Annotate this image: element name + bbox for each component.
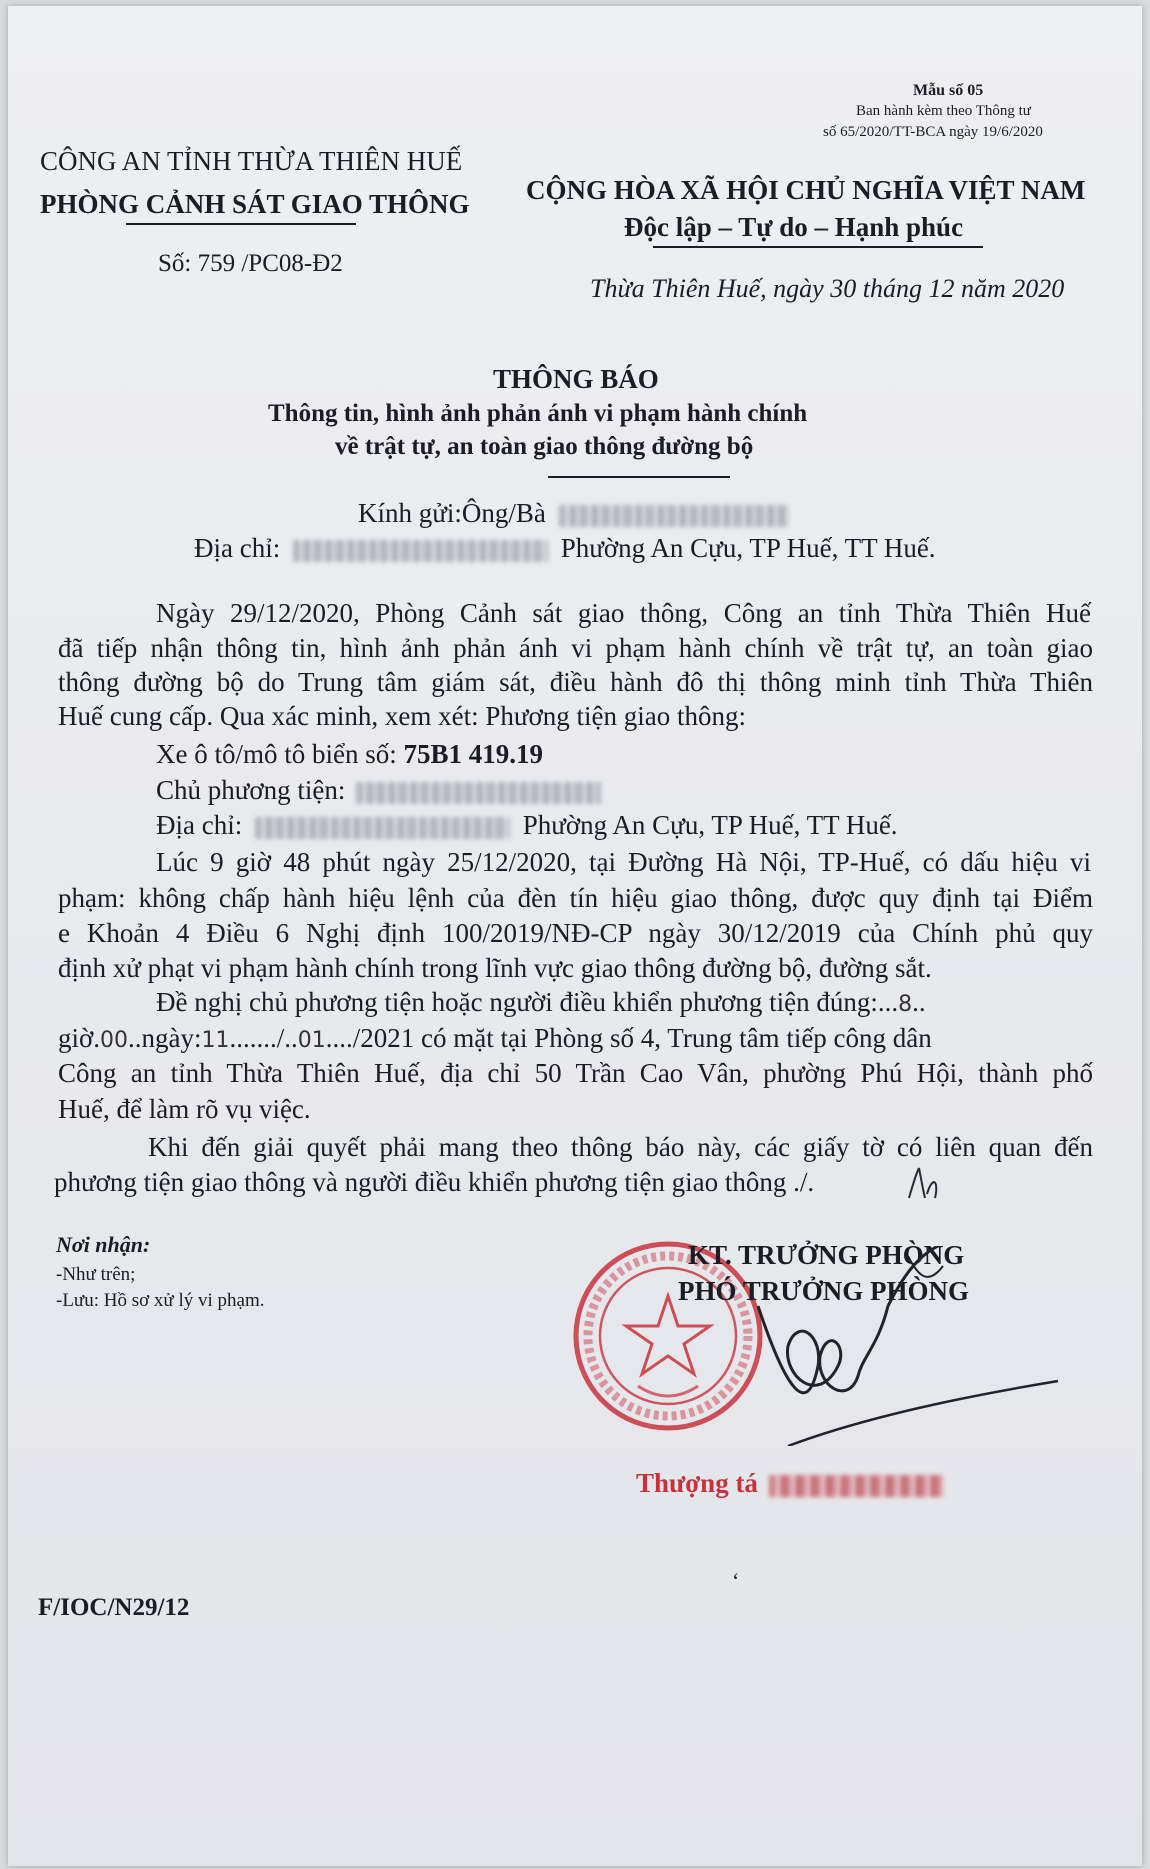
recipients-heading: Nơi nhận: bbox=[56, 1232, 151, 1257]
plate-line bbox=[156, 736, 543, 772]
motto-underline bbox=[653, 246, 983, 248]
footer-code: F/IOC/N29/12 bbox=[38, 1594, 190, 1621]
handwritten-minute: 00 bbox=[100, 1028, 129, 1053]
p2-line-4: định xử phạt vi phạm hành chính trong lĩnh vực giao thông đường bộ, đường sắt. bbox=[58, 953, 932, 983]
redacted-owner bbox=[356, 782, 601, 804]
signature-line-1: KT. TRƯỞNG PHÒNG bbox=[688, 1240, 965, 1270]
initials-scribble bbox=[903, 1164, 943, 1204]
title-underline bbox=[548, 476, 730, 478]
greeting-text: Kính gửi:Ông/Bà bbox=[358, 498, 546, 528]
place-date: Thừa Thiên Huế, ngày 30 tháng 12 năm 2020 bbox=[590, 274, 1065, 303]
p3-line-1-text: Đề nghị chủ phương tiện hoặc người điều khiển phương tiện đúng:... bbox=[156, 987, 899, 1017]
owner-line bbox=[156, 772, 601, 808]
p3-text-d: ..../2021 có mặt tại Phòng số 4, Trung tâm tiếp công dân bbox=[325, 1023, 932, 1053]
plate-value: 75B1 419.19 bbox=[403, 739, 543, 769]
signature-line-2: PHÓ TRƯỞNG PHÒNG bbox=[678, 1276, 970, 1306]
p2-line-2: phạm: không chấp hành hiệu lệnh của đèn tín hiệu giao thông, được quy định tại Điểm bbox=[58, 883, 1093, 913]
handwritten-signature-icon bbox=[728, 1246, 1068, 1446]
p1-line-3: thông đường bộ do Trung tâm giám sát, điều hành đô thị thông minh tỉnh Thừa Thiên bbox=[58, 667, 1093, 697]
p1-line-2: đã tiếp nhận thông tin, hình ảnh phản ánh vi phạm hành chính về trật tự, an toàn giao bbox=[58, 633, 1093, 663]
recipients-item-2: -Lưu: Hồ sơ xử lý vi phạm. bbox=[56, 1290, 265, 1311]
p2-line-1: Lúc 9 giờ 48 phút ngày 25/12/2020, tại Đường Hà Nội, TP-Huế, có dấu hiệu vi bbox=[156, 847, 1091, 877]
recipients-item-1: -Như trên; bbox=[56, 1264, 136, 1285]
signer-rank-text: Thượng tá bbox=[636, 1468, 758, 1498]
address-tail: Phường An Cựu, TP Huế, TT Huế. bbox=[560, 533, 936, 563]
p4-line-1: Khi đến giải quyết phải mang theo thông báo này, các giấy tờ có liên quan đến bbox=[148, 1132, 1093, 1162]
redacted-name bbox=[559, 505, 789, 527]
redacted-owner-address bbox=[255, 817, 510, 839]
nation-motto: Độc lập – Tự do – Hạnh phúc bbox=[624, 212, 964, 242]
form-circular: số 65/2020/TT-BCA ngày 19/6/2020 bbox=[823, 124, 1043, 140]
p3-line-4: Huế, để làm rõ vụ việc. bbox=[58, 1094, 311, 1124]
stray-mark: ʻ bbox=[732, 1568, 740, 1593]
owner-address-label: Địa chỉ: bbox=[156, 810, 243, 840]
p2-line-3: e Khoản 4 Điều 6 Nghị định 100/2019/NĐ-CP ngày 30/12/2019 của Chính phủ quy bbox=[58, 918, 1093, 948]
owner-label: Chủ phương tiện: bbox=[156, 775, 346, 805]
document-page bbox=[8, 6, 1142, 1866]
p3-text-c: ......./.. bbox=[229, 1023, 298, 1053]
signer-rank bbox=[636, 1468, 944, 1499]
p4-line-2-text: phương tiện giao thông và người điều khiển phương tiện giao thông ./. bbox=[54, 1167, 815, 1197]
form-code: Mẫu số 05 bbox=[913, 82, 984, 99]
owner-address-tail: Phường An Cựu, TP Huế, TT Huế. bbox=[522, 810, 898, 840]
recipient-address bbox=[194, 533, 936, 564]
agency-parent: CÔNG AN TỈNH THỪA THIÊN HUẾ bbox=[40, 146, 463, 176]
form-issued-by: Ban hành kèm theo Thông tư bbox=[856, 103, 1031, 119]
p3-line-1: Đề nghị chủ phương tiện hoặc người điều khiển phương tiện đúng:...8.. bbox=[156, 987, 926, 1017]
title-line2: về trật tự, an toàn giao thông đường bộ bbox=[335, 433, 754, 460]
agency-name: PHÒNG CẢNH SÁT GIAO THÔNG bbox=[40, 189, 470, 219]
handwritten-hour: 8 bbox=[898, 992, 913, 1017]
p4-line-2 bbox=[54, 1164, 814, 1200]
redacted-address bbox=[293, 540, 548, 562]
nation-name: CỘNG HÒA XÃ HỘI CHỦ NGHĨA VIỆT NAM bbox=[526, 175, 1086, 205]
p1-line-4: Huế cung cấp. Qua xác minh, xem xét: Phương tiện giao thông: bbox=[58, 701, 747, 731]
doc-number: Số: 759 /PC08-Đ2 bbox=[158, 250, 343, 277]
plate-label: Xe ô tô/mô tô biển số: bbox=[156, 739, 397, 769]
agency-underline bbox=[126, 223, 356, 225]
p3-text-a: giờ. bbox=[58, 1023, 101, 1053]
address-label: Địa chỉ: bbox=[194, 533, 281, 563]
p1-line-1: Ngày 29/12/2020, Phòng Cảnh sát giao thông, Công an tỉnh Thừa Thiên Huế bbox=[156, 598, 1091, 628]
redacted-signer-name bbox=[769, 1475, 944, 1497]
handwritten-day: 11 bbox=[201, 1028, 230, 1053]
title-main: THÔNG BÁO bbox=[493, 364, 659, 394]
p3-line-3: Công an tỉnh Thừa Thiên Huế, địa chỉ 50 Trần Cao Vân, phường Phú Hội, thành phố bbox=[58, 1058, 1093, 1088]
recipient-greeting bbox=[358, 498, 789, 529]
title-line1: Thông tin, hình ảnh phản ánh vi phạm hành chính bbox=[268, 400, 808, 427]
p3-text-b: ..ngày: bbox=[128, 1023, 202, 1053]
handwritten-month: 01 bbox=[297, 1028, 326, 1053]
owner-address-line bbox=[156, 807, 898, 843]
p3-line-2 bbox=[58, 1020, 932, 1059]
